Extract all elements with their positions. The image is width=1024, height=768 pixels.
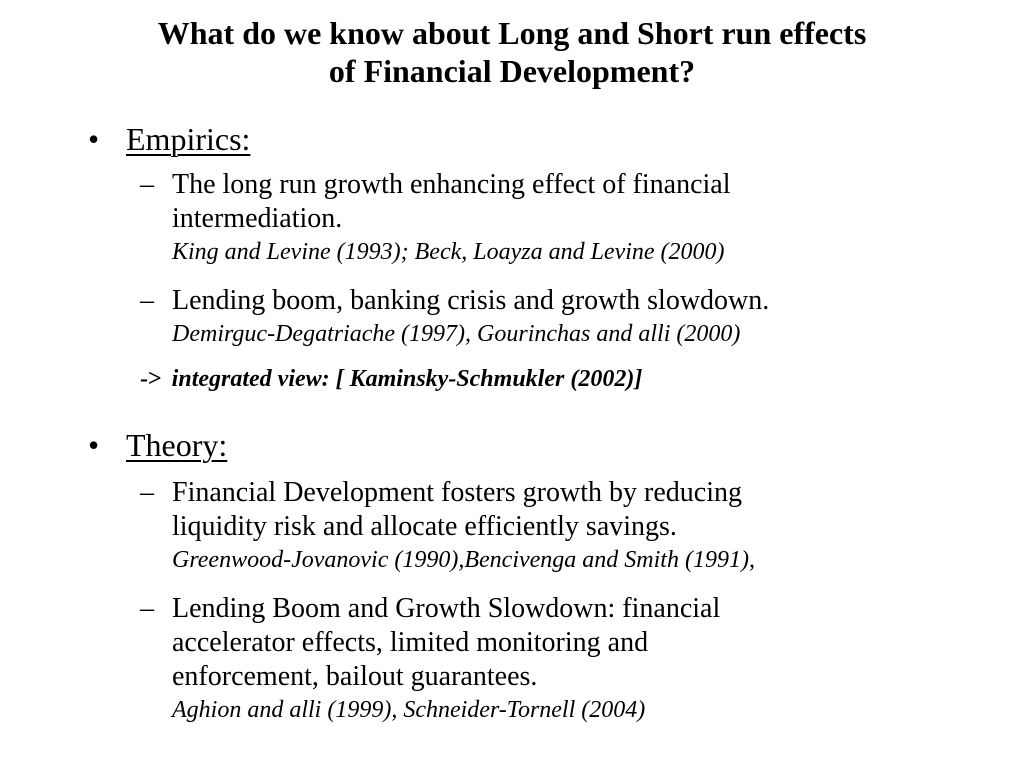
- slide-title-line-2: of Financial Development?: [328, 53, 696, 89]
- bullet-empirics-label: Empirics:: [126, 121, 251, 157]
- dash-icon: –: [140, 477, 154, 508]
- theory-item-1-line-1: Financial Development fosters growth by reducing: [172, 477, 742, 508]
- theory-item-2-line-3: enforcement, bailout guarantees.: [172, 661, 538, 692]
- empirics-item-1-line-1: The long run growth enhancing effect of financial: [172, 169, 731, 200]
- theory-item-1-line-2: liquidity risk and allocate efficiently savings.: [172, 511, 677, 542]
- slide-title: [40, 14, 984, 90]
- slide-title-line-1: What do we know about Long and Short run effects: [157, 15, 867, 51]
- empirics-item-1-citation: King and Levine (1993); Beck, Loayza and Levine (2000): [172, 239, 725, 265]
- empirics-item-1-line-2: intermediation.: [172, 203, 343, 234]
- theory-item-2-line-2: accelerator effects, limited monitoring and: [172, 627, 649, 658]
- dash-icon: –: [140, 285, 154, 316]
- bullet-icon: •: [88, 121, 100, 157]
- bullet-theory-label: Theory:: [126, 427, 228, 463]
- arrow-icon: ->: [140, 366, 162, 392]
- dash-icon: –: [140, 169, 154, 200]
- theory-item-2-citation: Aghion and alli (1999), Schneider-Tornell (2004): [172, 697, 646, 723]
- integrated-view-line: [140, 364, 642, 394]
- theory-item-1-citation: Greenwood-Jovanovic (1990),Bencivenga and Smith (1991),: [172, 547, 755, 573]
- empirics-item-2-line-1: Lending boom, banking crisis and growth slowdown.: [172, 285, 770, 316]
- bullet-icon: •: [88, 427, 100, 463]
- dash-icon: –: [140, 593, 154, 624]
- integrated-view-text: integrated view: [ Kaminsky-Schmukler (2002)]: [171, 366, 643, 392]
- empirics-item-2-citation: Demirguc-Degatriache (1997), Gourinchas and alli (2000): [172, 321, 741, 347]
- theory-item-2-line-1: Lending Boom and Growth Slowdown: financial: [172, 593, 721, 624]
